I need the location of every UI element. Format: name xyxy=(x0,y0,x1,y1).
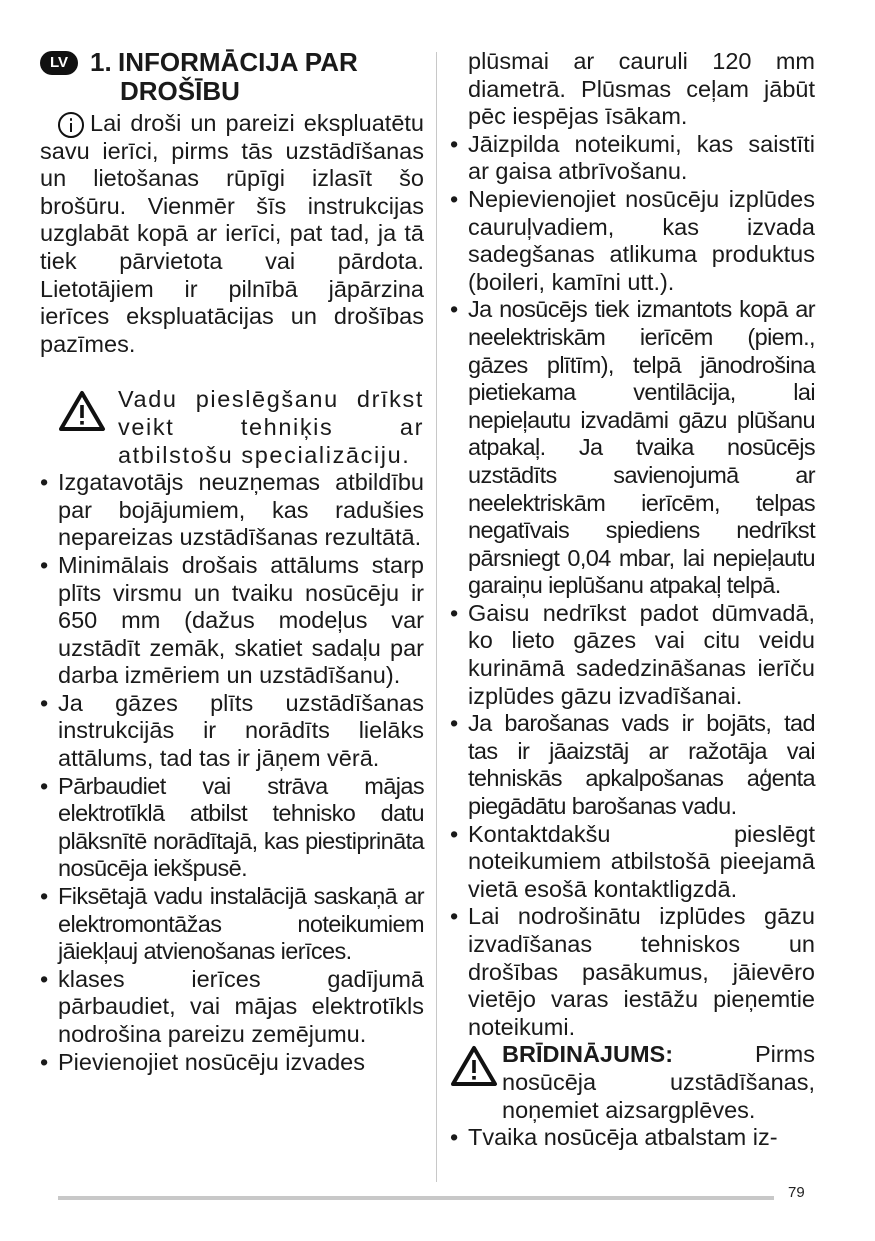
list-item: • Gaisu nedrīkst padot dūmvadā, ko lieto gāzes vai citu veidu kurināmā sadedzināšanas ierīču izplūdes gāzu izvadīšanai. xyxy=(450,600,815,710)
continuation-paragraph: plūsmai ar cauruli 120 mm diametrā. Plūsmas ceļam jābūt pēc iespējas īsākam. xyxy=(468,48,815,130)
section-heading xyxy=(40,48,424,106)
warning-films-paragraph xyxy=(502,1041,815,1124)
list-item: • Ja nosūcējs tiek izmantots kopā ar neelektriskām ierīcēm (piem., gāzes plītīm), telpā jānodrošina pietiekama ventilācija, lai nepieļautu izvadāmi gāzu plūšanu atpakaļ. Ja tvaika nosūcējs uzstādīts savienojumā ar neelektriskām ierīcēm, telpas negatīvais spiediens nedrīkst pārsniegt 0,04 mbar, lai nepieļautu garaiņu ieplūšanu atpakaļ telpā. xyxy=(450,296,815,600)
list-item: • Jāizpilda noteikumi, kas saistīti ar gaisa atbrīvošanu. xyxy=(450,131,815,186)
footer-rule xyxy=(58,1196,774,1200)
list-item: • Nepievienojiet nosūcēju izplūdes cauruļvadiem, kas izvada sadegšanas atlikuma produktus (boileri, kamīni utt.). xyxy=(450,186,815,296)
list-item: • klases ierīces gadījumā pārbaudiet, vai mājas elektrotīkls nodrošina pareizu zemējumu. xyxy=(40,966,424,1049)
warning-block-wiring xyxy=(40,386,424,469)
warning-triangle-icon xyxy=(450,1045,498,1087)
intro-paragraph: Lai droši un pareizi ekspluatētu savu ierīci, pirms tās uzstādīšanas un lietošanas rūpīgi izlasīt šo brošūru. Vienmēr šīs instrukcijas uzglabāt kopā ar ierīci, pat tad, ja tā tiek pārvietota vai pārdota. Lietotājiem ir pilnībā jāpārzina ierīces ekspluatācijas un drošības pazīmes. xyxy=(40,110,424,357)
warning-block-films xyxy=(450,1041,815,1124)
list-item: • Ja gāzes plīts uzstādīšanas instrukcijās ir norādīts lielāks attālums, tad tas ir jāņem vērā. xyxy=(40,690,424,773)
warning-triangle-icon xyxy=(58,390,106,432)
list-item: • Fiksētajā vadu instalācijā saskaņā ar elektromontāžas noteikumiem jāiekļauj atvienošanas ierīces. xyxy=(40,883,424,966)
section-number: 1. xyxy=(90,47,112,77)
list-item: • Izgatavotājs neuzņemas atbildību par bojājumiem, kas radušies nepareizas uzstādīšanas rezultātā. xyxy=(40,469,424,552)
list-item: • Pievienojiet nosūcēju izvades xyxy=(40,1049,424,1077)
right-final-list xyxy=(450,1124,815,1152)
right-column xyxy=(450,48,815,1152)
section-title-line1: INFORMĀCIJA PAR xyxy=(118,47,358,77)
warning-text: Pirms nosūcēja uzstādīšanas, noņemiet aizsargplēves. xyxy=(502,1041,815,1123)
list-item: • Ja barošanas vads ir bojāts, tad tas ir jāaizstāj ar ražotāja vai tehniskās apkalpošanas aģenta piegādātu barošanas vadu. xyxy=(450,710,815,820)
language-badge: LV xyxy=(40,51,78,75)
list-item: • Tvaika nosūcēja atbalstam iz- xyxy=(450,1124,815,1152)
left-column xyxy=(40,48,424,1076)
info-icon xyxy=(58,112,84,138)
section-title-line2: DROŠĪBU xyxy=(120,76,240,106)
column-divider xyxy=(436,52,437,1182)
right-bullet-list xyxy=(450,131,815,1042)
warning-label: BRĪDINĀJUMS: xyxy=(502,1041,674,1068)
list-item: • Pārbaudiet vai strāva mājas elektrotīklā atbilst tehnisko datu plāksnītē norādītajā, kas piestiprināta nosūcēja iekšpusē. xyxy=(40,773,424,883)
warning-paragraph: Vadu pieslēgšanu drīkst veikt tehniķis ar atbilstošu specializāciju. xyxy=(118,386,424,468)
page-number: 79 xyxy=(788,1184,805,1201)
list-item: • Lai nodrošinātu izplūdes gāzu izvadīšanas tehniskos un drošības pasākumus, jāievēro vietējo varas iestāžu pieņemtie noteikumi. xyxy=(450,903,815,1041)
left-bullet-list xyxy=(40,469,424,1076)
info-block xyxy=(40,110,424,358)
list-item: • Minimālais drošais attālums starp plīts virsmu un tvaiku nosūcēju ir 650 mm (dažus modeļus var uzstādīt zemāk, skatiet sadaļu par darba izmēriem un uzstādīšanu). xyxy=(40,552,424,690)
list-item: • Kontaktdakšu pieslēgt noteikumiem atbilstošā pieejamā vietā esošā kontaktligzdā. xyxy=(450,821,815,904)
